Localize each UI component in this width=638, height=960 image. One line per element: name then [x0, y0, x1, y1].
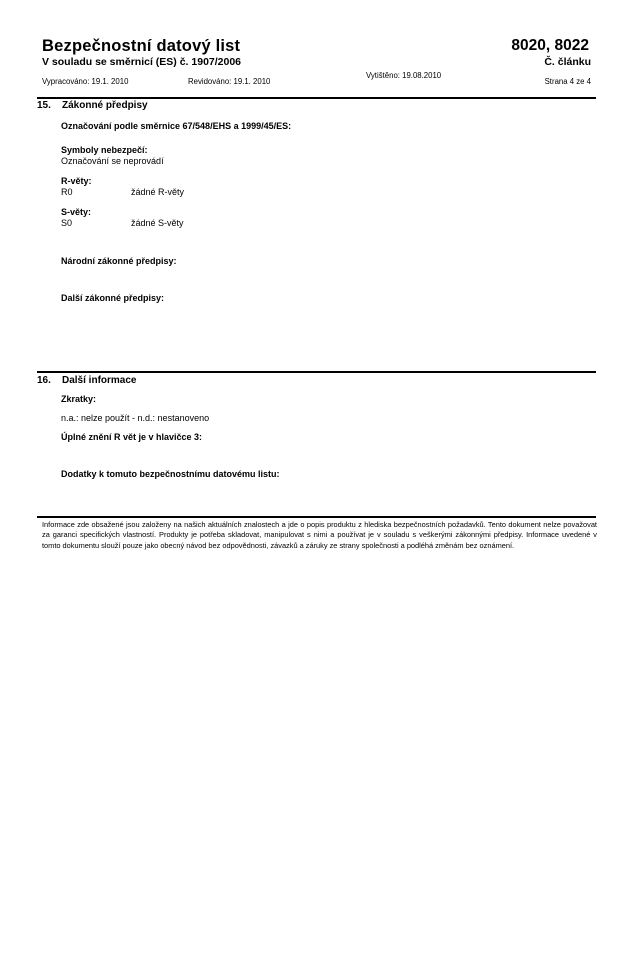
abbreviations-label: Zkratky:	[61, 394, 97, 404]
section-16-divider	[37, 371, 596, 373]
header-divider	[37, 97, 596, 99]
section-16-title: Další informace	[62, 375, 137, 386]
page-number: Strana 4 ze 4	[544, 77, 591, 86]
r-phrase-code: R0	[61, 187, 73, 197]
section-15-title: Zákonné předpisy	[62, 100, 148, 111]
article-number-label: Č. článku	[544, 56, 591, 68]
full-r-phrases-label: Úplné znění R vět je v hlavičce 3:	[61, 432, 203, 442]
printed-date: Vytištěno: 19.08.2010	[366, 71, 442, 80]
hazard-symbols-value: Označování se neprovádí	[61, 156, 164, 166]
hazard-symbols-label: Symboly nebezpečí:	[61, 145, 148, 155]
document-title: Bezpečnostní datový list	[42, 37, 241, 55]
footer-disclaimer: Informace zde obsažené jsou založeny na našich aktuálních znalostech a jde o popis produktu z hlediska bezpečnostních požadavků. Tento dokument nelze považovat za garanci specifických vlastností. Produkty je potřeba skladovat, manipulovat s nimi a používat je v souladu s veškerými zákonnými předpisy. Informace uvedené v tomto dokumentu slouží pouze jako obecný návod bez odpovědnosti, závazků a záruky ze strany společnosti a podléhá změnám bez oznámení.	[42, 520, 597, 550]
s-phrase-code: S0	[61, 218, 73, 228]
r-phrases-label: R-věty:	[61, 176, 92, 186]
revised-date: Revidováno: 19.1. 2010	[188, 77, 271, 86]
product-numbers: 8020, 8022	[511, 37, 589, 54]
s-phrases-label: S-věty:	[61, 207, 92, 217]
appendix-label: Dodatky k tomuto bezpečnostnímu datovému listu:	[61, 469, 280, 479]
s-phrase-text: žádné S-věty	[131, 218, 184, 228]
document-subtitle: V souladu se směrnicí (ES) č. 1907/2006	[42, 56, 242, 68]
abbreviations-value: n.a.: nelze použít - n.d.: nestanoveno	[61, 413, 210, 423]
other-regulations-label: Další zákonné předpisy:	[61, 293, 165, 303]
footer-divider	[37, 516, 596, 518]
prepared-date: Vypracováno: 19.1. 2010	[42, 77, 129, 86]
section-16-number: 16.	[37, 375, 51, 386]
national-regulations-label: Národní zákonné předpisy:	[61, 256, 177, 266]
r-phrase-text: žádné R-věty	[131, 187, 185, 197]
labeling-heading: Označování podle směrnice 67/548/EHS a 1999/45/ES:	[61, 121, 292, 131]
section-15-number: 15.	[37, 100, 51, 111]
